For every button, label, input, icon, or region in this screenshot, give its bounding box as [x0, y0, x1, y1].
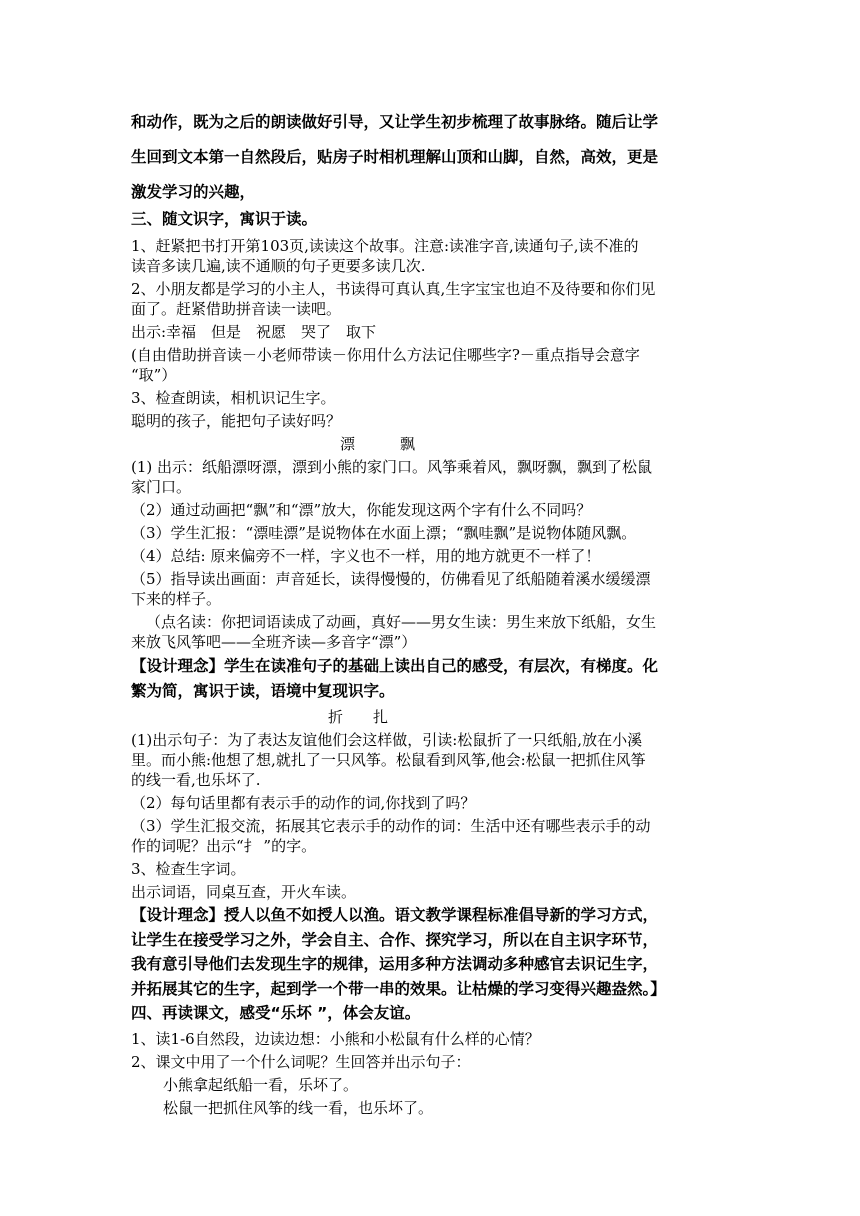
text-line: 生回到文本第一自然段后，贴房子时相机理解山顶和山脚，自然，高效，更是 [131, 148, 659, 166]
text-line: 的线一看,也乐坏了. [131, 771, 261, 789]
text-line: 里。而小熊:他想了想,就扎了一只风筝。松鼠看到风筝,他会:松鼠一把抓住风筝 [131, 751, 646, 769]
text-line: 1、赶紧把书打开第103页,读读这个故事。注意:读准字音,读通句子,读不准的 [131, 237, 639, 255]
text-line: 2、小朋友都是学习的小主人，书读得可真认真,生字宝宝也迫不及待要和你们见 [131, 280, 656, 298]
design-concept: 【设计理念】授人以鱼不如授人以渔。语文教学课程标准倡导新的学习方式， [131, 906, 659, 924]
text-line: 读音多读几遍,读不通顺的句子更要多读几次. [131, 257, 426, 275]
text-line: （点名读：你把词语读成了动画，真好——男女生读：男生来放下纸船，女生 [146, 613, 657, 631]
example-sentence: 小熊拿起纸船一看，乐坏了。 [163, 1076, 359, 1094]
text-line: 激发学习的兴趣， [131, 183, 256, 201]
text-line: （3）学生汇报交流，拓展其它表示手的动作的词：生活中还有哪些表示手的动 [131, 817, 651, 835]
example-sentence: 松鼠一把抓住风筝的线一看，也乐坏了。 [163, 1099, 434, 1117]
design-concept: 繁为简，寓识于读，语境中复现识字。 [131, 682, 395, 700]
text-line: （4）总结: 原来偏旁不一样，字义也不一样，用的地方就更不一样了！ [131, 547, 601, 565]
design-concept: 我有意引导他们去发现生字的规律，运用多种方法调动多种感官去识记生字， [131, 955, 659, 973]
text-line: （2）通过动画把“飘”和“漂”放大，你能发现这两个字有什么不同吗？ [131, 501, 592, 519]
text-line: (1)出示句子：为了表达友谊他们会这样做，引读:松鼠折了一只纸船,放在小溪 [131, 731, 643, 749]
text-line: 家门口。 [131, 478, 192, 496]
text-line: (1) 出示：纸船漂呀漂，漂到小熊的家门口。风筝乘着风，飘呀飘，飘到了松鼠 [131, 458, 653, 476]
text-line: 聪明的孩子，能把句子读好吗？ [131, 412, 342, 430]
design-concept: 【设计理念】学生在读准句子的基础上读出自己的感受，有层次，有梯度。化 [131, 657, 659, 675]
text-line: 下来的样子。 [131, 590, 222, 608]
text-line: 3、检查朗读，相机识记生字。 [131, 389, 336, 407]
design-concept: 并拓展其它的生字，起到学一个带一串的效果。让枯燥的学习变得兴趣盎然。】 [131, 980, 666, 998]
text-line: 出示词语，同桌互查，开火车读。 [131, 883, 357, 901]
section-heading: 四、再读课文，感受“乐坏 ”，体会友谊。 [131, 1004, 421, 1022]
text-line: (自由借助拼音读－小老师带读－你用什么方法记住哪些字?－重点指导会意字 [131, 346, 640, 364]
text-line: 3、检查生字词。 [131, 860, 246, 878]
text-line: （3）学生汇报：“漂哇漂”是说物体在水面上漂；“飘哇飘”是说物体随风飘。 [131, 524, 637, 542]
text-line: 作的词呢？出示“扌 ”的字。 [131, 837, 317, 855]
design-concept: 让学生在接受学习之外，学会自主、合作、探究学习，所以在自主识字环节， [131, 931, 659, 949]
character-pair: 漂 飘 [340, 435, 416, 453]
text-line: 2、课文中用了一个什么词呢？生回答并出示句子： [131, 1053, 471, 1071]
section-heading: 三、随文识字，寓识于读。 [131, 210, 318, 228]
text-line: 来放飞风筝吧——全班齐读—多音字“漂”） [131, 633, 417, 651]
text-line: （2）每句话里都有表示手的动作的词,你找到了吗？ [131, 794, 476, 812]
text-line: （5）指导读出画面：声音延长，读得慢慢的，仿佛看见了纸船随着溪水缓缓漂 [131, 570, 651, 588]
text-line: “取”） [131, 366, 177, 384]
text-line: 和动作，既为之后的朗读做好引导，又让学生初步梳理了故事脉络。随后让学 [131, 113, 659, 131]
text-line: 1、读1-6自然段，边读边想：小熊和小松鼠有什么样的心情？ [131, 1030, 540, 1048]
text-line: 面了。赶紧借助拼音读一读吧。 [131, 300, 342, 318]
character-pair: 折 扎 [328, 708, 389, 726]
text-line: 出示:幸福 但是 祝愿 哭了 取下 [131, 323, 377, 341]
